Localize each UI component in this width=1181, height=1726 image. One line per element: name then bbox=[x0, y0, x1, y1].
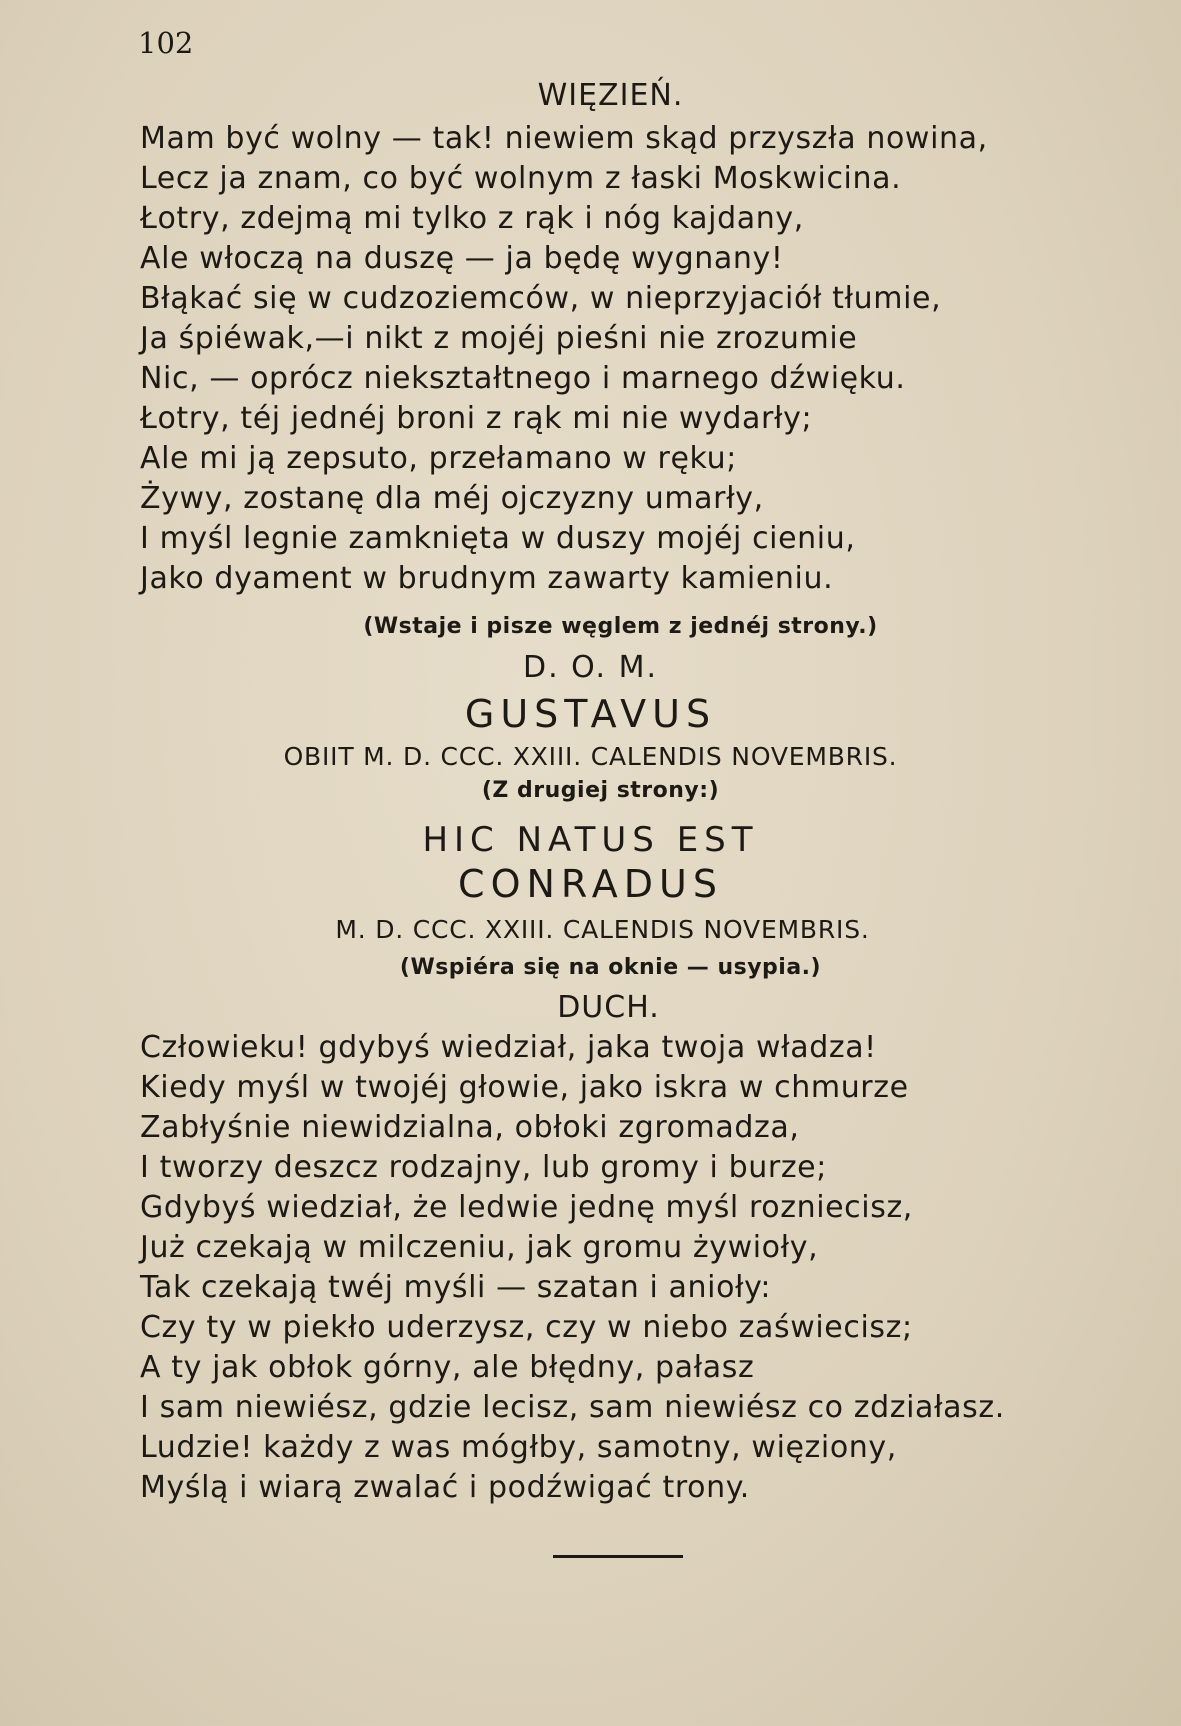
verse-line: Żywy, zostanę dla méj ojczyzny umarły, bbox=[140, 481, 764, 516]
verse-line: Ja śpiéwak,—i nikt z mojéj pieśni nie zrozumie bbox=[140, 321, 858, 356]
verse-line: Ludzie! każdy z was mógłby, samotny, więziony, bbox=[140, 1430, 897, 1465]
verse-line: I myśl legnie zamknięta w duszy mojéj cieniu, bbox=[140, 521, 856, 556]
verse-line: Już czekają w milczeniu, jak gromu żywioły, bbox=[140, 1230, 819, 1265]
inscription-line: D. O. M. bbox=[522, 650, 659, 685]
verse-line: Myślą i wiarą zwalać i podźwigać trony. bbox=[140, 1470, 750, 1505]
verse-line: A ty jak obłok górny, ale błędny, pałasz bbox=[140, 1350, 755, 1385]
verse-line: Czy ty w piekło uderzysz, czy w niebo zaświecisz; bbox=[140, 1310, 913, 1345]
stage-direction: (Z drugiej strony:) bbox=[481, 778, 720, 803]
verse-line: Człowieku! gdybyś wiedział, jaka twoja władza! bbox=[140, 1030, 877, 1065]
stage-direction: (Wstaje i pisze węglem z jednéj strony.) bbox=[363, 614, 878, 639]
verse-line: Lecz ja znam, co być wolnym z łaski Moskwicina. bbox=[140, 161, 902, 196]
verse-line: I tworzy deszcz rodzajny, lub gromy i burze; bbox=[140, 1150, 827, 1185]
stage-direction: (Wspiéra się na oknie — usypia.) bbox=[399, 955, 822, 980]
verse-line: Mam być wolny — tak! niewiem skąd przyszła nowina, bbox=[140, 121, 988, 156]
verse-line: Ale włoczą na duszę — ja będę wygnany! bbox=[140, 241, 784, 276]
verse-line: Ale mi ją zepsuto, przełamano w ręku; bbox=[140, 441, 737, 476]
inscription-line: HIC NATUS EST bbox=[422, 820, 759, 860]
verse-line: Gdybyś wiedział, że ledwie jednę myśl roznіecisz, bbox=[140, 1190, 913, 1225]
verse-line: I sam niewiész, gdzie lecisz, sam niewiész co zdziałasz. bbox=[140, 1390, 1005, 1425]
stanza-spirit bbox=[140, 1028, 1005, 1508]
verse-line: Nic, — oprócz niekształtnego i marnego dźwięku. bbox=[140, 361, 906, 396]
verse-line: Zabłyśnie niewidzialna, obłoki zgromadza, bbox=[140, 1110, 800, 1145]
inscription-name: GUSTAVUS bbox=[464, 692, 717, 736]
inscription-date: OBIIT M. D. CCC. XXIII. CALENDIS NOVEMBRIS. bbox=[283, 742, 898, 771]
inscription-date: M. D. CCC. XXIII. CALENDIS NOVEMBRIS. bbox=[335, 915, 870, 944]
verse-line: Jako dyament w brudnym zawarty kamieniu. bbox=[140, 561, 834, 596]
speaker-heading-prisoner: WIĘZIEŃ. bbox=[537, 78, 684, 113]
verse-line: Błąkać się w cudzoziemców, w nieprzyjaciół tłumie, bbox=[140, 281, 942, 316]
verse-line: Łotry, zdejmą mi tylko z rąk i nóg kajdany, bbox=[140, 201, 804, 236]
verse-line: Kiedy myśl w twojéj głowie, jako iskra w chmurze bbox=[140, 1070, 909, 1105]
page-number: 102 bbox=[138, 26, 194, 60]
speaker-heading-spirit: DUCH. bbox=[557, 990, 660, 1025]
end-rule bbox=[553, 1555, 683, 1558]
verse-line: Tak czekają twéj myśli — szatan i anioły: bbox=[140, 1270, 772, 1305]
verse-line: Łotry, téj jednéj broni z rąk mi nie wydarły; bbox=[140, 401, 813, 436]
inscription-name: CONRADUS bbox=[458, 862, 723, 906]
stanza-prisoner bbox=[140, 119, 988, 599]
